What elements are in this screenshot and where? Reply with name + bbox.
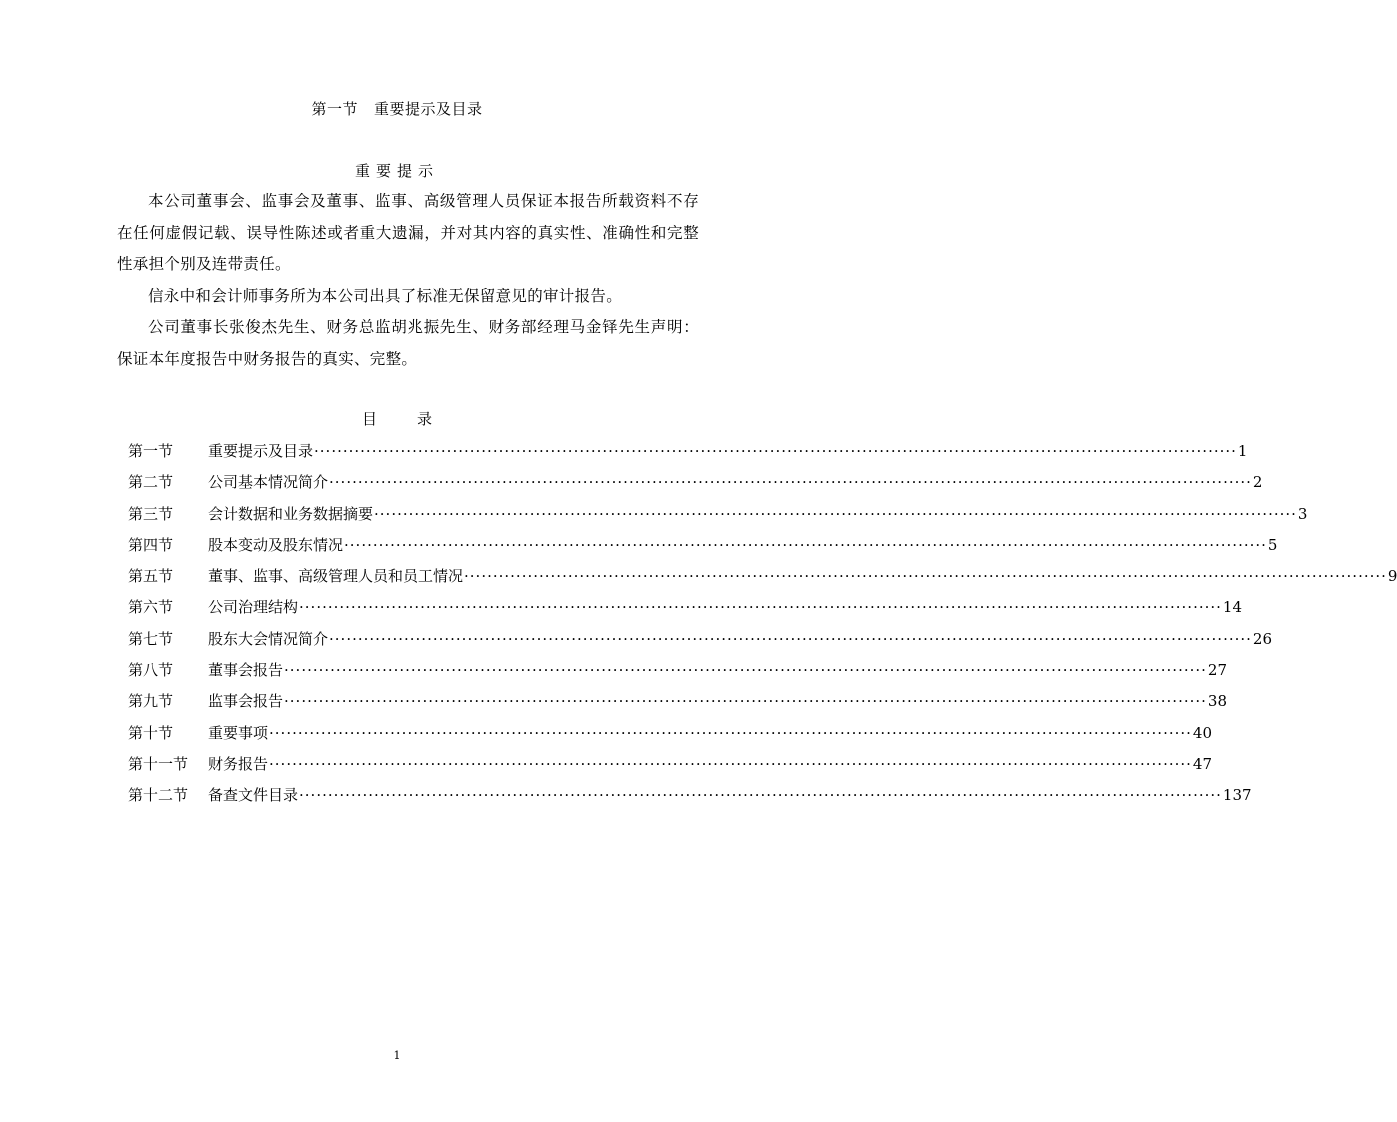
toc-entry[interactable] [128, 499, 1308, 530]
toc-entry[interactable] [128, 436, 1248, 467]
toc-leader-dots: ································································································································································ [299, 786, 1222, 805]
toc-entry[interactable] [128, 561, 1397, 592]
notice-paragraph-guarantee: 本公司董事会、监事会及董事、监事、高级管理人员保证本报告所载资料不存在任何虚假记载、误导性陈述或者重大遗漏，并对其内容的真实性、准确性和完整性承担个别及连带责任。 [117, 192, 699, 273]
toc-leader-dots: ································································································································································ [269, 754, 1192, 773]
notice-paragraph-declaration: 公司董事长张俊杰先生、财务总监胡兆振先生、财务部经理马金铎先生声明：保证本年度报告中财务报告的真实、完整。 [117, 318, 699, 368]
toc-entry-page: 137 [1222, 786, 1252, 805]
toc-entry-label: 会计数据和业务数据摘要 [208, 504, 374, 523]
toc-entry-page: 1 [1237, 442, 1248, 460]
toc-entry-number: 第九节 [128, 692, 174, 711]
toc-entry-label: 公司基本情况简介 [208, 473, 329, 492]
toc-entry[interactable] [128, 655, 1227, 686]
toc-entry[interactable] [128, 686, 1227, 717]
toc-entry[interactable] [128, 467, 1263, 498]
toc-entry-label: 监事会报告 [208, 692, 284, 711]
toc-entry-label: 股东大会情况简介 [208, 629, 329, 648]
toc-entry-page: 9 [1387, 567, 1397, 586]
toc-title-left: 目 [361, 410, 377, 428]
toc-leader-dots: ································································································································································ [329, 629, 1252, 648]
toc-entry-number: 第二节 [128, 473, 174, 492]
toc-entry[interactable] [128, 592, 1242, 623]
toc-entry-label: 董事、监事、高级管理人员和员工情况 [208, 567, 464, 586]
toc-entry-page: 26 [1252, 629, 1272, 648]
page-number: 1 [393, 1049, 401, 1062]
toc-entry-page: 5 [1267, 535, 1278, 554]
toc-entry-page: 2 [1252, 473, 1263, 492]
section-heading-name: 重要提示及目录 [374, 100, 483, 118]
toc-leader-dots: ································································································································································ [299, 598, 1222, 617]
toc-title [0, 408, 794, 429]
toc-entry-label: 董事会报告 [208, 661, 284, 680]
toc-entry-number: 第六节 [128, 598, 174, 617]
toc-entry[interactable] [128, 530, 1278, 561]
toc-entry-number: 第四节 [128, 535, 174, 554]
toc-entry-number: 第三节 [128, 504, 174, 523]
toc-leader-dots: ································································································································································ [284, 692, 1207, 711]
toc-leader-dots: ································································································································································ [269, 723, 1192, 742]
toc-entry[interactable] [128, 624, 1272, 655]
toc-entry[interactable] [128, 780, 1252, 811]
toc-leader-dots: ································································································································································ [464, 567, 1387, 586]
toc-entry-number: 第五节 [128, 567, 174, 586]
toc-entry-page: 40 [1192, 723, 1212, 742]
toc-entry-label: 重要提示及目录 [208, 442, 314, 460]
toc-entry[interactable] [128, 749, 1212, 780]
notice-paragraph-audit: 信永中和会计师事务所为本公司出具了标准无保留意见的审计报告。 [148, 287, 623, 305]
toc-entry-number: 第十一节 [128, 754, 189, 773]
toc-leader-dots: ································································································································································ [314, 442, 1237, 460]
toc-leader-dots: ································································································································································ [374, 504, 1297, 523]
toc-entry-number: 第十二节 [128, 786, 189, 805]
toc-leader-dots: ································································································································································ [329, 473, 1252, 492]
section-heading-number: 第一节 [311, 100, 358, 118]
toc-entry-page: 38 [1207, 692, 1227, 711]
toc-entry-label: 备查文件目录 [208, 786, 299, 805]
toc-leader-dots: ································································································································································ [344, 535, 1267, 554]
toc-entry-label: 股本变动及股东情况 [208, 535, 344, 554]
toc-entry-number: 第七节 [128, 629, 174, 648]
toc-leader-dots: ································································································································································ [284, 661, 1207, 680]
toc-entry-number: 第八节 [128, 661, 174, 680]
toc-entry-label: 财务报告 [208, 754, 269, 773]
toc-entry-page: 3 [1297, 504, 1308, 523]
toc-title-right: 录 [417, 410, 433, 428]
notice-title: 重要提示 [354, 162, 439, 180]
toc-entry-page: 47 [1192, 754, 1212, 773]
toc-entry-label: 公司治理结构 [208, 598, 299, 617]
table-of-contents [128, 436, 1397, 812]
toc-entry-page: 27 [1207, 661, 1227, 680]
toc-entry-label: 重要事项 [208, 723, 269, 742]
section-heading [0, 98, 794, 119]
toc-entry-number: 第十节 [128, 723, 174, 742]
toc-entry[interactable] [128, 718, 1212, 749]
toc-entry-number: 第一节 [128, 442, 174, 460]
toc-entry-page: 14 [1222, 598, 1242, 617]
